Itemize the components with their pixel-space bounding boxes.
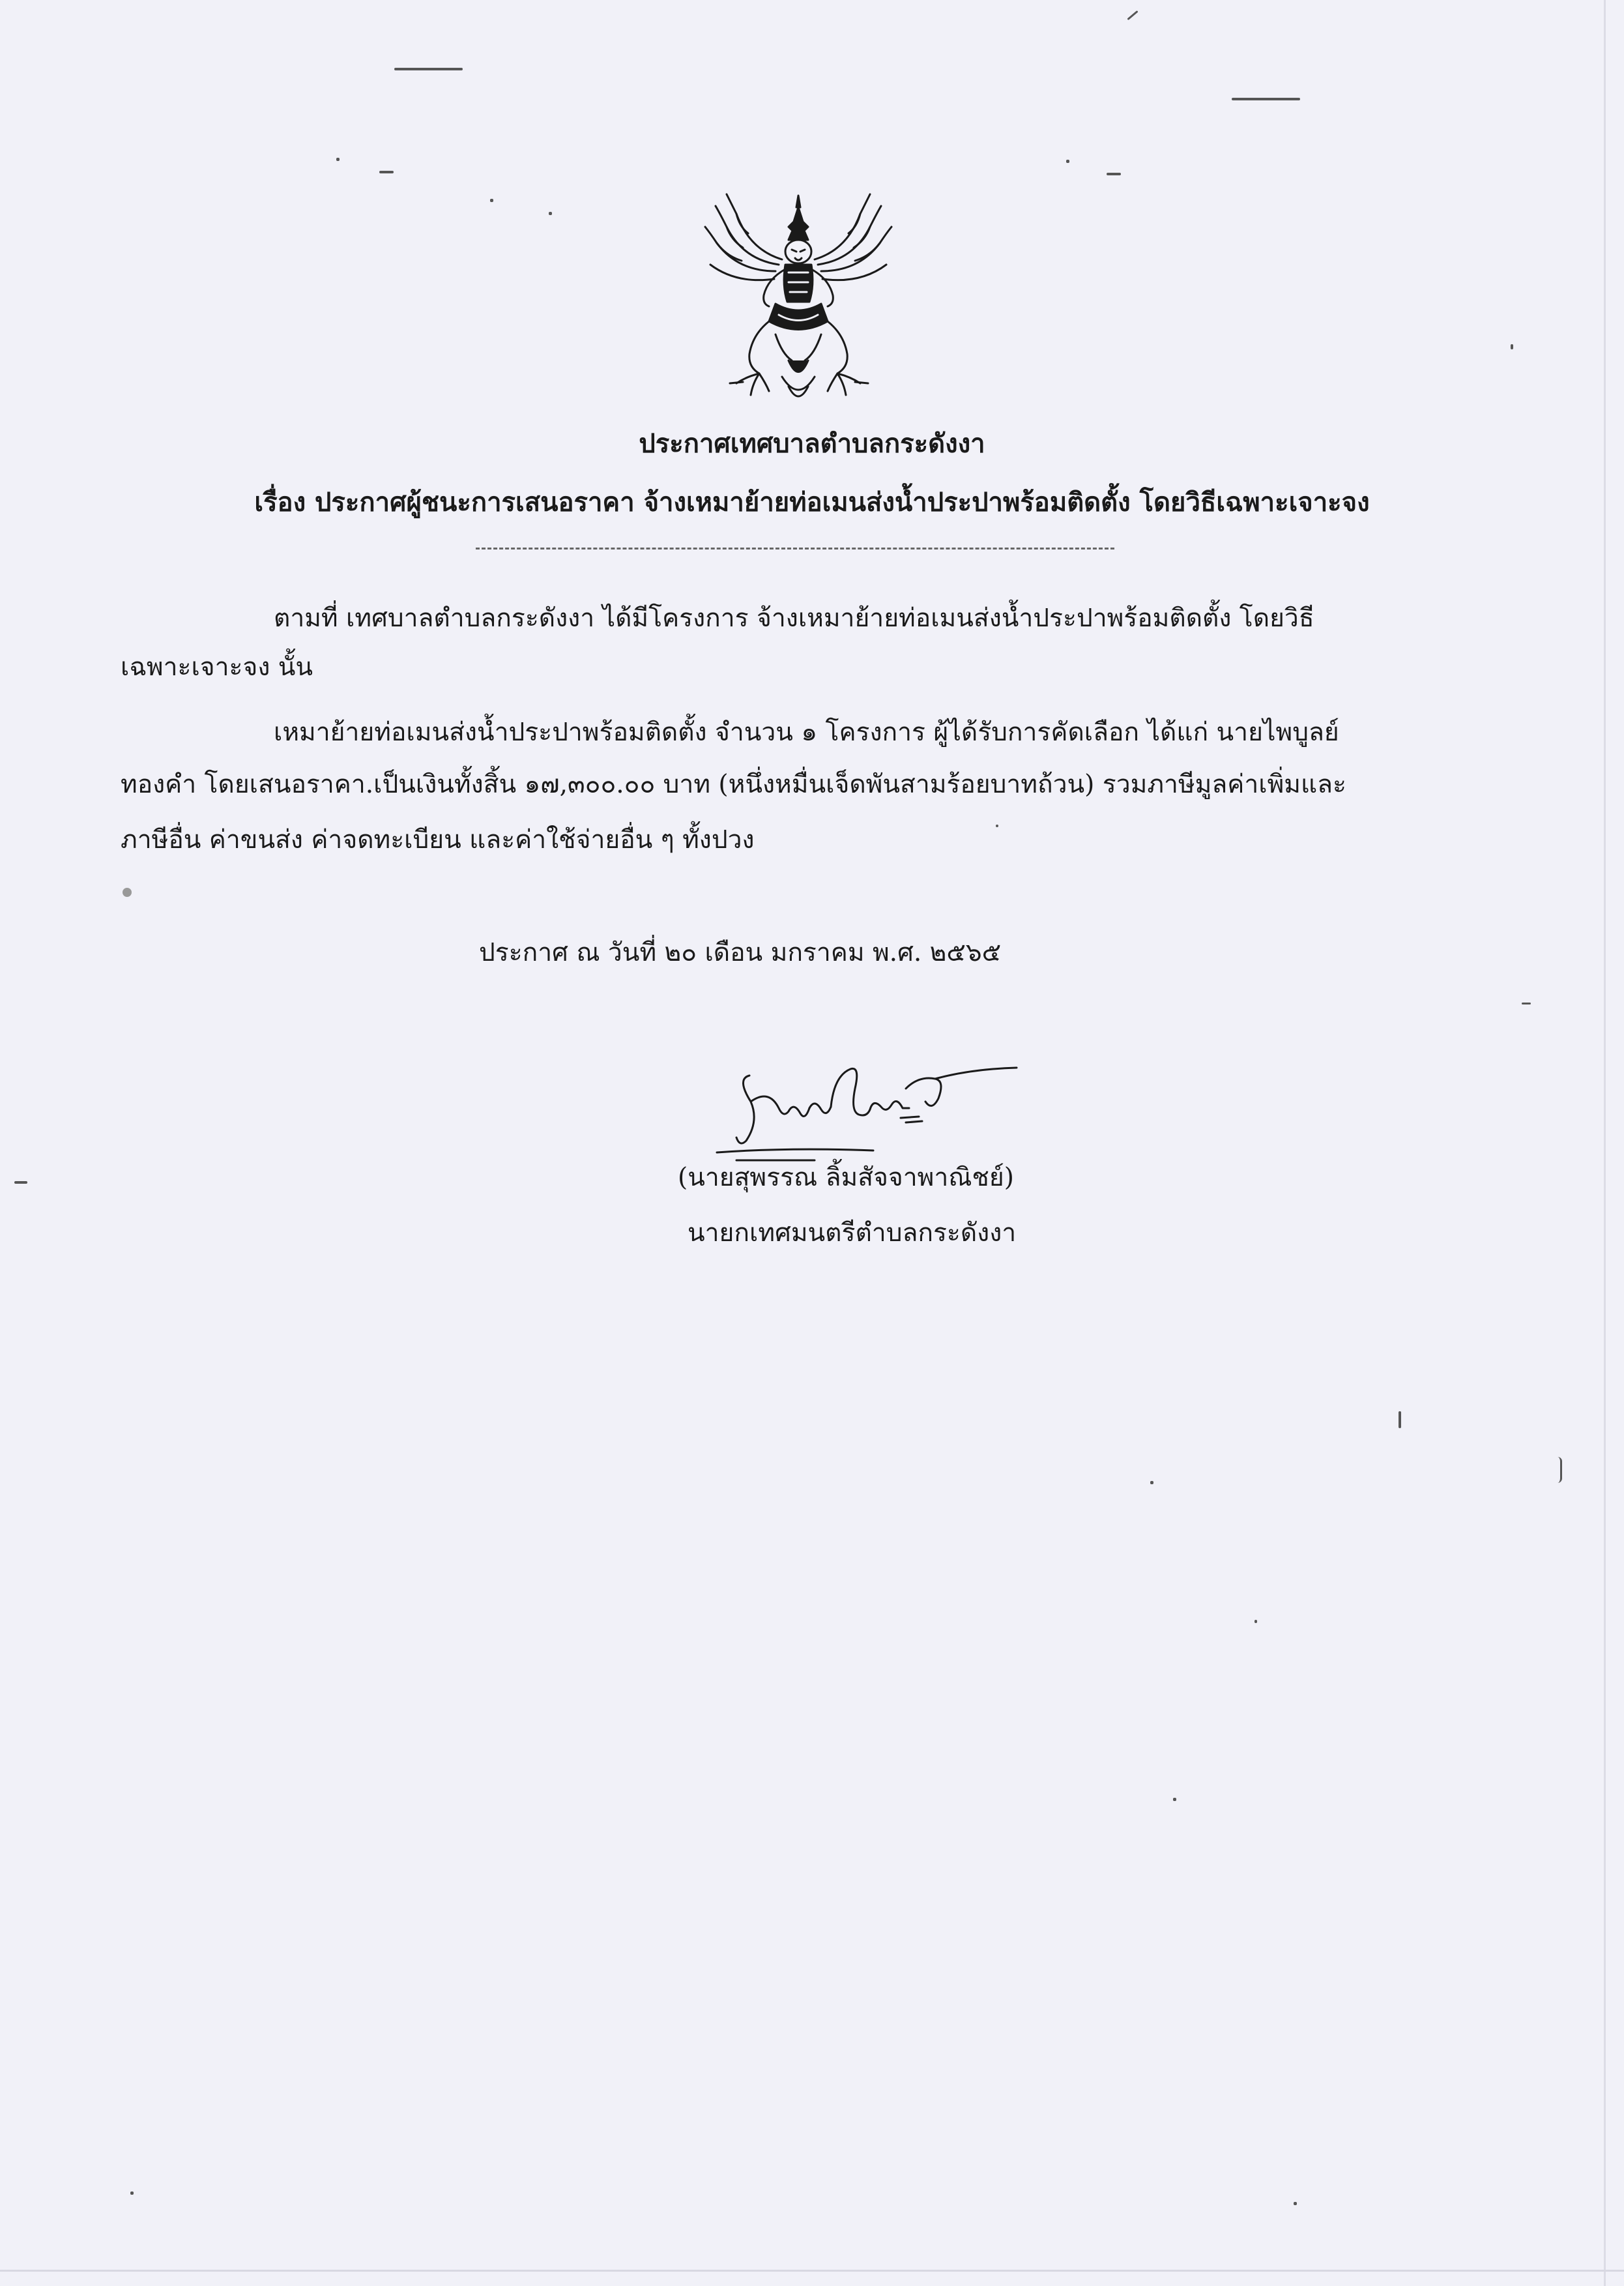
scan-speck (1511, 344, 1513, 349)
scan-speck (1066, 160, 1069, 163)
scan-edge-bottom (0, 2270, 1624, 2272)
scan-speck (394, 68, 463, 70)
announcement-date: ประกาศ ณ วันที่ ๒๐ เดือน มกราคม พ.ศ. ๒๕๖๕ (479, 938, 1002, 967)
scan-speck (1150, 1481, 1153, 1484)
body-paragraph2-line2: ทองคำ โดยเสนอราคา.เป็นเงินทั้งสิ้น ๑๗,๓๐๐.๐๐ บาท (หนึ่งหมื่นเจ็ดพันสามร้อยบาทถ้วน) รวมภาษีมูลค่าเพิ่มและ (121, 770, 1346, 799)
scan-speck (336, 158, 340, 161)
scan-speck (1522, 1003, 1531, 1004)
scan-speck (1399, 1411, 1401, 1428)
scan-speck (549, 212, 552, 215)
scan-speck (1232, 98, 1300, 100)
scan-speck (379, 171, 394, 173)
scan-speck (14, 1181, 27, 1184)
scan-speck (1254, 1620, 1257, 1623)
body-paragraph2-line1: เหมาย้ายท่อเมนส่งน้ำประปาพร้อมติดตั้ง จำนวน ๑ โครงการ ผู้ได้รับการคัดเลือก ได้แก่ นายไพบูลย์ (274, 718, 1339, 747)
signature-icon (710, 1049, 1036, 1167)
announcement-title: ประกาศเทศบาลตำบลกระดังงา (639, 428, 985, 459)
body-paragraph1-line2: เฉพาะเจาะจง นั้น (121, 652, 313, 682)
scan-speck (1107, 173, 1121, 175)
scan-speck (130, 2191, 134, 2195)
scan-speck (1173, 1798, 1176, 1801)
scan-speck (490, 199, 493, 202)
garuda-emblem-icon (691, 188, 906, 416)
scan-edge-right (1604, 0, 1606, 2286)
body-paragraph2-line3: ภาษีอื่น ค่าขนส่ง ค่าจดทะเบียน และค่าใช้จ่ายอื่น ๆ ทั้งปวง (121, 825, 755, 855)
scan-speck (1127, 10, 1138, 20)
signatory-position: นายกเทศมนตรีตำบลกระดังงา (688, 1218, 1017, 1248)
divider (476, 548, 1114, 550)
body-paragraph1-line1: ตามที่ เทศบาลตำบลกระดังงา ได้มีโครงการ จ้างเหมาย้ายท่อเมนส่งน้ำประปาพร้อมติดตั้ง โดยวิธี (274, 604, 1314, 633)
scan-speck (1294, 2202, 1297, 2205)
signatory-name: (นายสุพรรณ ลิ้มสัจจาพาณิชย์) (678, 1163, 1014, 1192)
scan-speck (123, 888, 132, 897)
announcement-subject: เรื่อง ประกาศผู้ชนะการเสนอราคา จ้างเหมาย้ายท่อเมนส่งน้ำประปาพร้อมติดตั้ง โดยวิธีเฉพาะเจาะจง (254, 487, 1370, 518)
scan-speck (1558, 1457, 1562, 1483)
